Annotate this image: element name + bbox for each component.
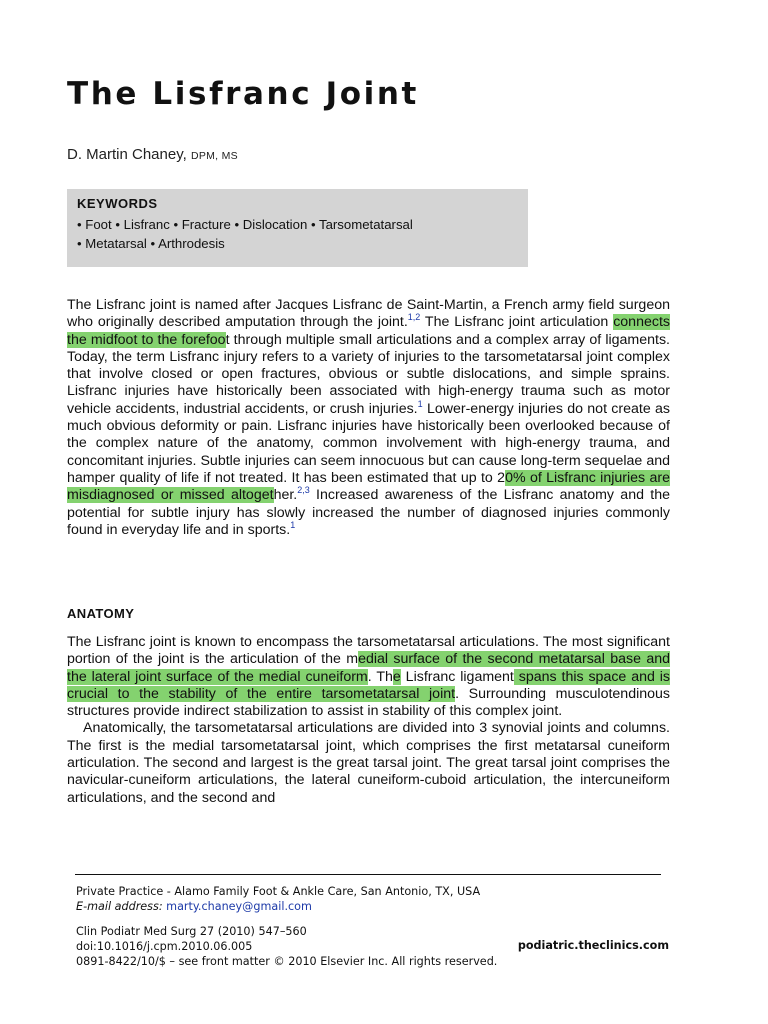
intro-paragraph [67,297,670,539]
email-note [76,899,312,914]
keywords-line-1: • Foot • Lisfranc • Fracture • Dislocation • Tarsometatarsal [77,217,413,232]
intro-section [67,297,670,539]
highlighted-text[interactable]: edial surface of the second metatarsal base and the lateral joint surface of the medial cuneiform [67,651,670,685]
text-run: The Lisfranc joint is known to encompass the tarsometatarsal articulations. The most significant portion of the joint is the articulation of the m [67,634,670,668]
email-link[interactable]: marty.chaney@gmail.com [166,900,312,913]
keywords-line-2: • Metatarsal • Arthrodesis [77,236,225,251]
text-run: The Lisfranc joint articulation [420,314,614,331]
anatomy-section [67,634,670,807]
rights-line: 0891-8422/10/$ – see front matter © 2010 Elsevier Inc. All rights reserved. [76,955,498,968]
author-line [67,146,238,163]
highlighted-text[interactable]: connects the midfoot to the forefoo [67,314,670,348]
author-name: D. Martin Chaney, [67,146,187,163]
highlighted-text[interactable]: e [392,668,401,685]
keywords-box [67,189,528,267]
text-run: Lisfranc ligament [400,668,514,685]
article-title: The Lisfranc Joint [67,76,419,112]
footnote-divider [75,874,661,875]
email-label: E-mail address: [76,900,163,913]
text-run: t through multiple small articulations and a complex array of ligaments. Today, the term Lisfranc injury refers to a variety of injuries to the tarsometatarsal joint complex that involve closed or open fractures, obvious or subtle dislocations, and simple sprains. Lisfranc injuries have historically been associated with high-energy trauma such as motor vehicle accidents, industrial accidents, or crush injuries. [67,331,670,417]
doi-line[interactable]: doi:10.1016/j.cpm.2010.06.005 [76,940,253,953]
reference-link[interactable]: 1,2 [407,312,421,323]
text-run: Lower-energy injuries do not create as much obvious deformity or pain. Lisfranc injuries have historically been overlooked because of the complex nature of the anatomy, common involvement with high-energy trauma, and concomitant injuries. Subtle injuries can seem innocuous but can cause long-term sequelae and hamper quality of life if not treated. It has been estimated that up to 2 [67,400,671,486]
highlighted-text[interactable]: 0% of Lisfranc injuries are misdiagnosed or missed altoget [67,469,670,504]
reference-link[interactable]: 2,3 [297,485,310,496]
reference-link[interactable]: 1 [290,519,296,530]
affiliation-note: Private Practice - Alamo Family Foot & Ankle Care, San Antonio, TX, USA [76,885,481,898]
reference-link[interactable]: 1 [417,398,423,409]
author-credentials: DPM, MS [190,150,238,162]
keywords-heading: KEYWORDS [77,196,158,211]
text-run: . Surrounding musculotendinous structures provide indirect stabilization to assist in stability of this complex joint. [67,685,670,720]
anatomy-paragraph-1 [67,634,670,720]
text-run: her. [273,487,298,504]
text-run: . Th [367,668,393,685]
journal-website-link[interactable]: podiatric.theclinics.com [517,939,669,952]
anatomy-heading: ANATOMY [67,606,135,621]
highlighted-text[interactable]: spans this space and is crucial to the stability of the entire tarsometatarsal joint [67,668,671,702]
text-run: The Lisfranc joint is named after Jacques Lisfranc de Saint-Martin, a French army field surgeon who originally described amputation through the joint. [67,297,670,331]
journal-citation: Clin Podiatr Med Surg 27 (2010) 547–560 [76,925,307,938]
text-run: Increased awareness of the Lisfranc anatomy and the potential for subtle injury has slowly increased the number of diagnosed injuries commonly found in everyday life and in sports. [67,487,670,538]
anatomy-paragraph-2: Anatomically, the tarsometatarsal articulations are divided into 3 synovial joints and columns. The first is the medial tarsometatarsal joint, which comprises the first metatarsal cuneiform articulation. The second and largest is the great tarsal joint. The great tarsal joint comprises the navicular-cuneiform articulations, the lateral cuneiform-cuboid articulation, the intercuneiform articulations, and the second and [67,720,670,806]
